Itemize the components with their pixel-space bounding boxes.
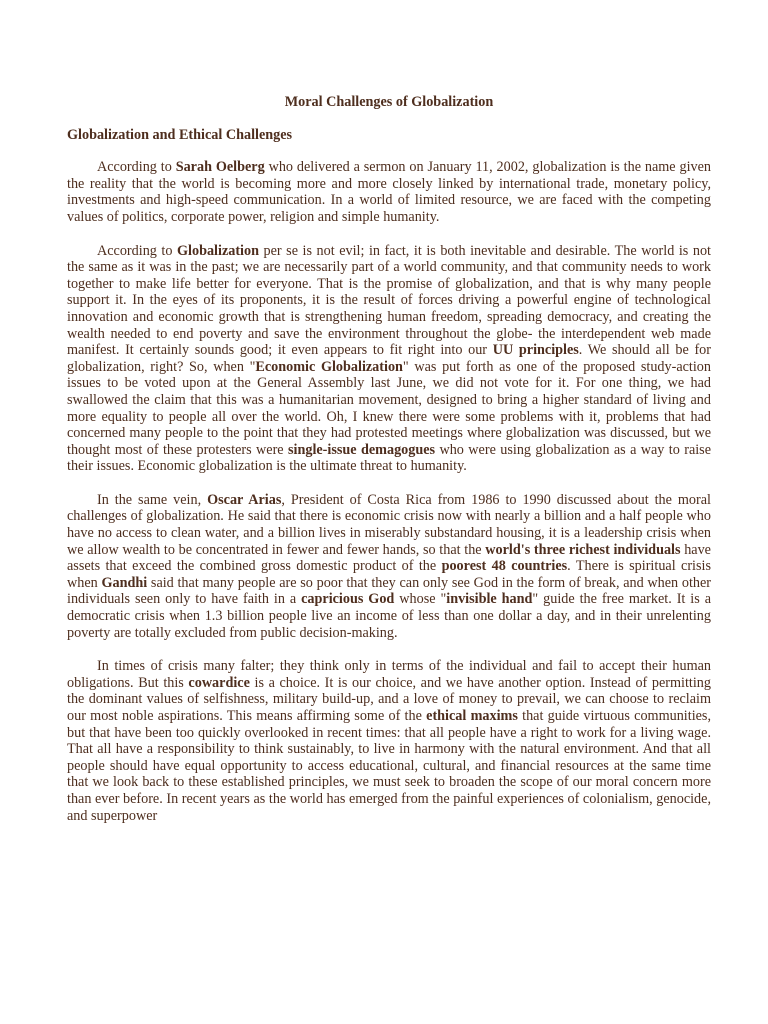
bold-term: Sarah Oelberg: [175, 159, 265, 176]
section-heading: Globalization and Ethical Challenges: [67, 126, 293, 143]
text-run: said that many people are so poor that they can only see God in the form of break, and when other individuals seen only to have faith in a: [67, 574, 712, 608]
text-run: , President of Costa Rica from 1986 to 1990 discussed about the moral challenges of globalization. He said that there is economic crisis now with nearly a billion and a half people who have no access to clean water, and a billion lives in miserably substandard housing, it is a leadership crisis when we allow wealth to be concentrated in fewer and fewer hands, so that the: [67, 491, 711, 558]
bold-term: world's three richest individuals: [485, 541, 681, 558]
text-run: In times of crisis many falter; they think only in terms of the individual and fail to accept their human obligations. But this: [67, 658, 711, 691]
text-run: " was put forth as one of the proposed study-action issues to be voted upon at the General Assembly last June, we did not vote for it. For one thing, we had swallowed the claim that this was a humanitarian movement, designed to bring a higher standard of living and more equality to people all over the world. Oh, I knew there were some problems with it, problems that had concerned many people to the point that they had protested meetings where globalization was discussed, but we thought most of these protesters were: [67, 358, 711, 458]
text-run: According to: [97, 242, 177, 259]
document-title: Moral Challenges of Globalization: [284, 94, 494, 110]
document-page: [67, 94, 711, 841]
text-run: . There is spiritual crisis when: [67, 558, 711, 591]
paragraph-1: [67, 159, 711, 225]
bold-term: capricious God: [301, 591, 395, 608]
paragraph-4: [67, 658, 711, 824]
text-run: " guide the free market. It is a democratic crisis when 1.3 billion people live an income of less than one dollar a day, and in their unrelenting poverty are totally excluded from public decision-making.: [67, 591, 712, 641]
document-body: [67, 159, 711, 824]
bold-term: cowardice: [188, 674, 250, 691]
bold-term: Economic Globalization: [255, 358, 403, 375]
text-run: is a choice. It is our choice, and we have another option. Instead of permitting the dominant values of selfishness, military build-up, and a love of money to prevail, we can choose to reclaim our most noble aspirations. This means affirming some of the: [67, 674, 711, 724]
bold-term: ethical maxims: [426, 708, 518, 724]
text-run: that guide virtuous communities, but that have been too quickly overlooked in recent times: that all people have a right to work for a living wage. That all have a responsibility to think sustainably, to live in harmony with the natural environment. And that all people should have equal opportunity to access educational, cultural, and financial resources at the same time that we look back to these established principles, we must seek to broaden the scope of our moral concern more than ever before. In recent years as the world has emerged from the painful experiences of colonialism, genocide, and superpower: [67, 708, 712, 824]
bold-term: invisible hand: [446, 591, 533, 608]
paragraph-2: [67, 243, 711, 475]
bold-term: single-issue demagogues: [288, 441, 436, 458]
bold-term: Globalization: [177, 242, 259, 259]
bold-term: Oscar Arias: [207, 491, 282, 508]
paragraph-3: [67, 492, 711, 641]
text-run: According to: [97, 159, 176, 176]
text-run: who delivered a sermon on January 11, 2002, globalization is the name given the reality that the world is becoming more and more closely linked by international trade, monetary policy, investments and high-speed communication. In a world of limited resource, we are faced with the competing values of politics, corporate power, religion and simple humanity.: [67, 159, 712, 225]
text-run: In the same vein,: [97, 491, 208, 508]
text-run: . We should all be for globalization, right? So, when ": [67, 342, 711, 375]
text-run: per se is not evil; in fact, it is both inevitable and desirable. The world is not the same as it was in the past; we are necessarily part of a world community, and that community needs to work together to make life better for everyone. That is the promise of globalization, and that is why many people support it. In the eyes of its proponents, it is the result of forces driving a powerful engine of technological innovation and economic growth that is strengthening human freedom, spreading democracy, and creating the wealth needed to end poverty and save the environment throughout the globe- the interdependent web made manifest. It certainly sounds good; it even appears to fit right into our: [67, 242, 711, 359]
text-run: who were using globalization as a way to raise their issues. Economic globalization is the ultimate threat to humanity.: [67, 441, 711, 475]
bold-term: Gandhi: [101, 574, 148, 591]
text-run: have assets that exceed the combined gross domestic product of the: [67, 541, 711, 575]
bold-term: poorest 48 countries: [441, 558, 568, 575]
bold-term: UU principles: [492, 342, 579, 359]
text-run: whose ": [394, 591, 447, 608]
